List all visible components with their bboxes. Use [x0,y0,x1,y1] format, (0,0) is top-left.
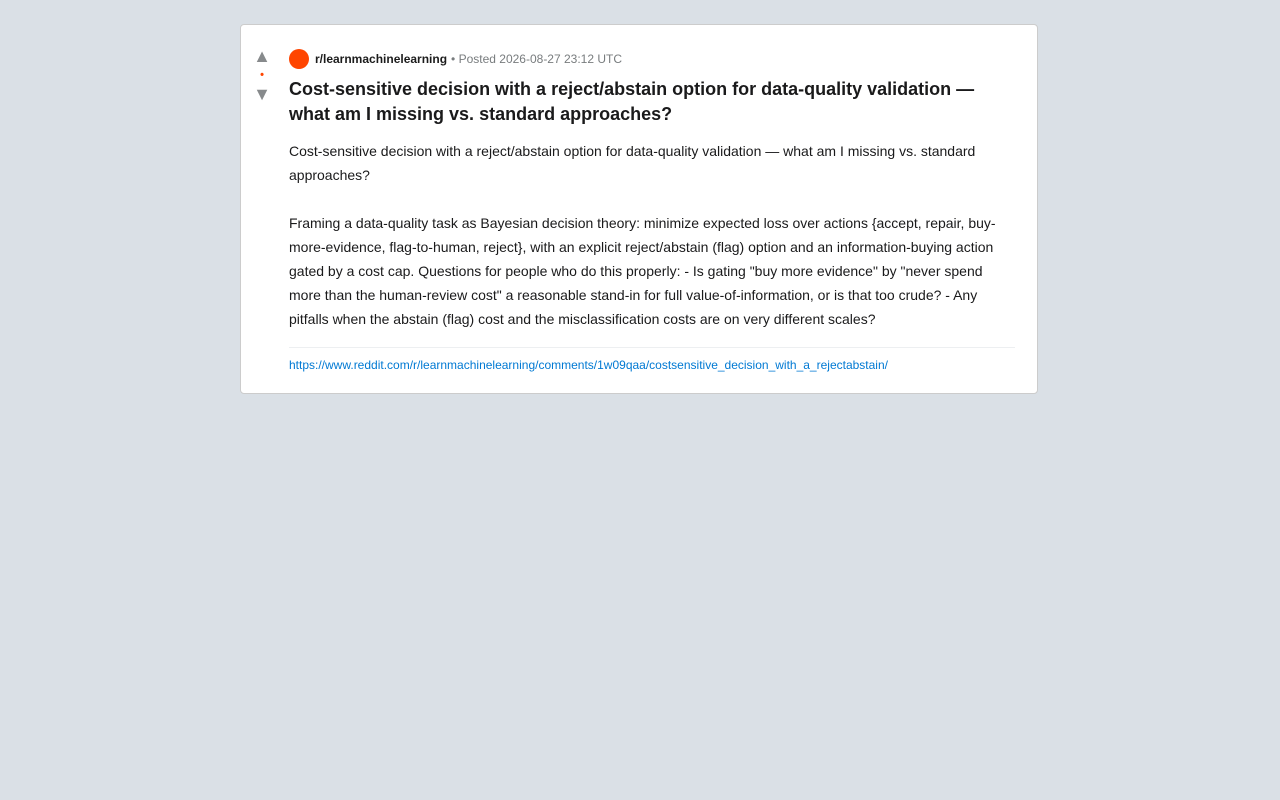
upvote-button[interactable] [253,47,271,65]
post-meta [289,49,1015,69]
post-timestamp: • Posted 2026-08-27 23:12 UTC [451,52,623,66]
post-body [289,139,1015,331]
post-url-link[interactable]: https://www.reddit.com/r/learnmachinelearning/comments/1w09qaa/costsensitive_decision_with_a_rejectabstain/ [289,358,888,372]
post-title[interactable]: Cost-sensitive decision with a reject/abstain option for data-quality validation — what am I missing vs. standard approaches? [289,79,975,124]
post-content [289,49,1015,373]
up-arrow-icon: ▲ [253,46,271,66]
post-body-paragraph: Framing a data-quality task as Bayesian decision theory: minimize expected loss over actions {accept, repair, buy-more-evidence, flag-to-human, reject}, with an explicit reject/abstain (flag) option and an information-buying action gated by a cost cap. Questions for people who do this properly: - Is gating "buy more evidence" by "never spend more than the human-review cost" a reasonable stand-in for full value-of-information, or is that too crude? - Any pitfalls when the abstain (flag) cost and the misclassification costs are on very different scales? [289,215,996,327]
downvote-button[interactable] [253,85,271,103]
down-arrow-icon: ▼ [253,84,271,104]
divider [289,347,1015,348]
vote-score: • [260,69,264,81]
subreddit-avatar-icon[interactable] [289,49,309,69]
vote-column [241,47,283,103]
subreddit-link[interactable]: r/learnmachinelearning [315,52,448,66]
post-card [240,24,1038,394]
post-body-paragraph: Cost-sensitive decision with a reject/abstain option for data-quality validation — what am I missing vs. standard approaches? [289,143,976,183]
